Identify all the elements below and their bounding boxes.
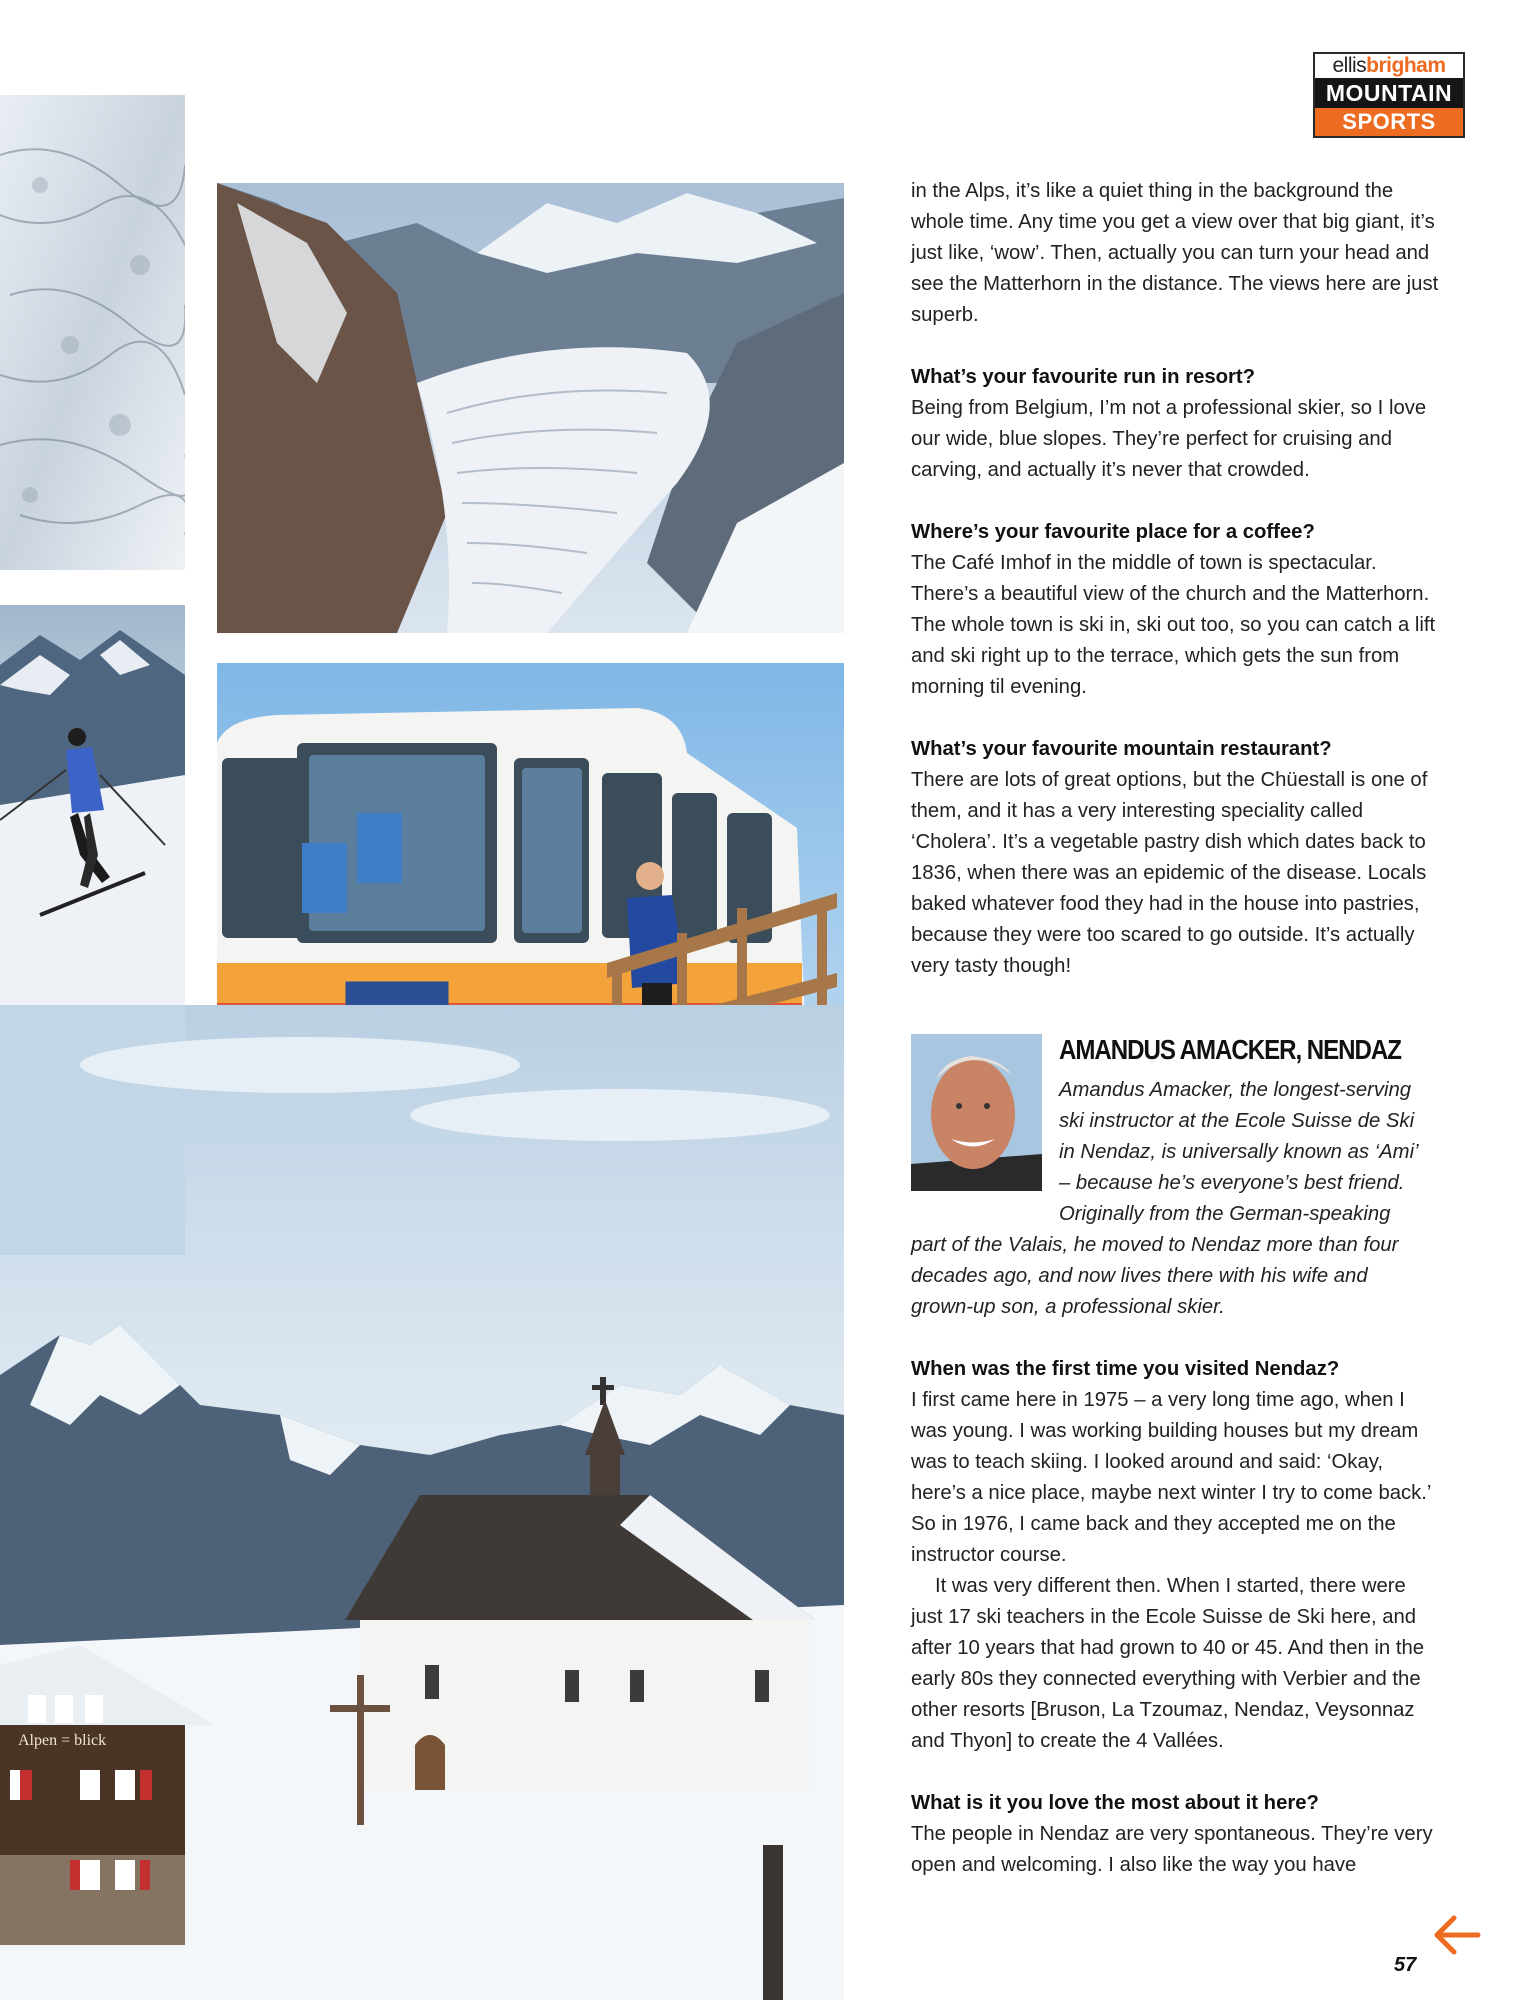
ellis-brigham-logo [1313, 52, 1465, 138]
aletsch-glacier-photo [217, 183, 844, 633]
question-favourite-run: What’s your favourite run in resort? [911, 366, 1256, 388]
profile-bio [911, 1075, 1439, 1323]
logo-text-brigham: brigham [1366, 54, 1446, 77]
question-love-most: What is it you love the most about it here? [911, 1792, 1319, 1814]
answer-favourite-run: Being from Belgium, I’m not a professional skier, so I love our wide, blue slopes. They’re perfect for cruising and carving, and actually it’s never that crowded. [911, 397, 1427, 481]
bio-line-5: Originally from the German-speaking [1059, 1203, 1391, 1225]
question-restaurant: What’s your favourite mountain restaurant? [911, 738, 1332, 760]
glacier-left-photo [0, 95, 185, 570]
question-coffee: Where’s your favourite place for a coffee? [911, 521, 1315, 543]
bio-line-4: – because he’s everyone’s best friend. [1059, 1172, 1405, 1194]
bio-line-8: grown-up son, a professional skier. [911, 1296, 1225, 1318]
back-arrow-icon[interactable] [1432, 1912, 1482, 1958]
chalet-sign: Alpen = blick [18, 1732, 107, 1749]
intro-paragraph: in the Alps, it’s like a quiet thing in the background the whole time. Any time you get a view over that big giant, it’s just like, ‘wow’. Then, actually you can turn your head and see the Matterhorn in the distance. The views here are just superb. [911, 180, 1439, 326]
answer-first-visit-cont: It was very different then. When I started, there were just 17 ski teachers in the Ecole Suisse de Ski here, and after 10 years that had grown to 40 or 45. And then in the early 80s they connected everything with Verbier and the other resorts [Bruson, La Tzoumaz, Nendaz, Veysonnaz and Thyon] to create the 4 Vallées. [911, 1575, 1425, 1752]
question-first-visit: When was the first time you visited Nendaz? [911, 1358, 1340, 1380]
logo-text-mountain: MOUNTAIN [1315, 78, 1463, 108]
article-column [911, 176, 1439, 982]
bio-line-7: decades ago, and now lives there with his wife and [911, 1265, 1368, 1287]
logo-text-sports: SPORTS [1315, 108, 1463, 136]
profile-name-heading: AMANDUS AMACKER, NENDAZ [1059, 1034, 1401, 1065]
answer-first-visit: I first came here in 1975 – a very long time ago, when I was young. I was working building houses but my dream was to teach skiing. I looked around and said: ‘Okay, here’s a nice place, maybe next winter I try to come back.’ So in 1976, I came back and they accepted me on the instructor course. [911, 1389, 1431, 1566]
alpine-chapel-photo [0, 1005, 844, 2000]
answer-restaurant: There are lots of great options, but the Chüestall is one of them, and it has a very interesting speciality called ‘Cholera’. It’s a vegetable pastry dish which dates back to 1836, when there was an epidemic of the disease. Locals baked whatever food they had in the house into pastries, because they were too scared to go outside. It’s actually very tasty though! [911, 769, 1428, 977]
answer-love-most: The people in Nendaz are very spontaneous. They’re very open and welcoming. I also like the way you have [911, 1823, 1433, 1876]
page-number: 57 [1394, 1954, 1417, 1976]
bio-line-1: Amandus Amacker, the longest-serving [1059, 1079, 1412, 1101]
answer-coffee: The Café Imhof in the middle of town is spectacular. There’s a beautiful view of the church and the Matterhorn. The whole town is ski in, ski out too, so you can catch a lift and ski right up to the terrace, which gets the sun from morning til evening. [911, 552, 1436, 698]
skier-photo [0, 605, 185, 1005]
profile-interview [911, 1354, 1439, 1881]
bio-line-2: ski instructor at the Ecole Suisse de Ski [1059, 1110, 1415, 1132]
bio-line-6: part of the Valais, he moved to Nendaz more than four [911, 1234, 1399, 1256]
logo-text-ellis: ellis [1332, 54, 1367, 77]
bio-line-3: in Nendaz, is universally known as ‘Ami’ [1059, 1141, 1419, 1163]
